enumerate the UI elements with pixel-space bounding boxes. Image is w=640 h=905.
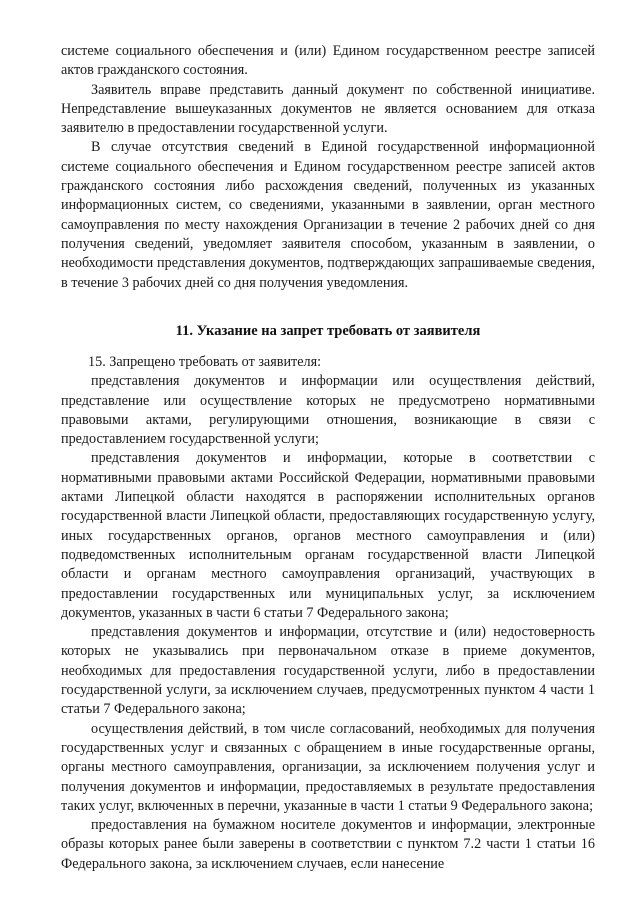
paragraph-own-initiative: Заявитель вправе представить данный документ по собственной инициативе. Непредставление вышеуказанных документов не является основанием для отказа заявителю в предоставлении государственной услуги. — [61, 81, 595, 137]
top-text-block — [61, 42, 595, 293]
paragraph-missing-info: В случае отсутствия сведений в Единой государственной информационной системе социального обеспечения и Едином государственном реестре записей актов гражданского состояния либо расхождения сведений, полученных из указанных информационных систем, со сведениями, указанными в заявлении, орган местного самоуправления по месту нахождения Организации в течение 2 рабочих дней со дня получения сведений, уведомляет заявителя способом, указанным в заявлении, о необходимости представления документов, подтверждающих запрашиваемые сведения, в течение 3 рабочих дней со дня получения уведомления. — [61, 139, 595, 291]
paragraph-item-2: представления документов и информации, которые в соответствии с нормативными правовыми актами Российской Федерации, нормативными правовыми актами Липецкой области находятся в распоряжении исполнительных органов государственной власти Липецкой области, предоставляющих государственную услугу, иных государственных органов, органов местного самоуправления и (или) подведомственных исполнительным органам государственной власти Липецкой области и органам местного самоуправления организаций, участвующих в предоставлении государственных или муниципальных услуг, за исключением документов, указанных в части 6 статьи 7 Федерального закона; — [61, 450, 595, 621]
section-text-block — [61, 353, 595, 874]
paragraph-item-1: представления документов и информации или осуществления действий, представление или осуществление которых не предусмотрено нормативными правовыми актами, регулирующими отношения, возникающие в связи с предоставлением государственной услуги; — [61, 373, 595, 448]
paragraph-item-3: представления документов и информации, отсутствие и (или) недостоверность которых не указывались при первоначальном отказе в приеме документов, необходимых для предоставления государственной услуги, либо в предоставлении государственной услуги, за исключением случаев, предусмотренных пунктом 4 части 1 статьи 7 Федерального закона; — [61, 624, 595, 718]
paragraph-item-5: предоставления на бумажном носителе документов и информации, электронные образы которых ранее были заверены в соответствии с пунктом 7.2 части 1 статьи 16 Федерального закона, за исключением случаев, если нанесение — [61, 817, 595, 872]
paragraph-item-4: осуществления действий, в том числе согласований, необходимых для получения государственных услуг и связанных с обращением в иные государственные органы, органы местного самоуправления, организации, за исключением получения услуг и получения документов и информации, предоставляемых в результате предоставления таких услуг, включенных в перечни, указанные в части 1 статьи 9 Федерального закона; — [61, 720, 595, 814]
paragraph-continuation: системе социального обеспечения и (или) Едином государственном реестре записей актов гражданского состояния. — [61, 43, 595, 79]
paragraph-prohibition-intro: 15. Запрещено требовать от заявителя: — [88, 354, 322, 370]
section-heading: 11. Указание на запрет требовать от заявителя — [175, 323, 481, 339]
